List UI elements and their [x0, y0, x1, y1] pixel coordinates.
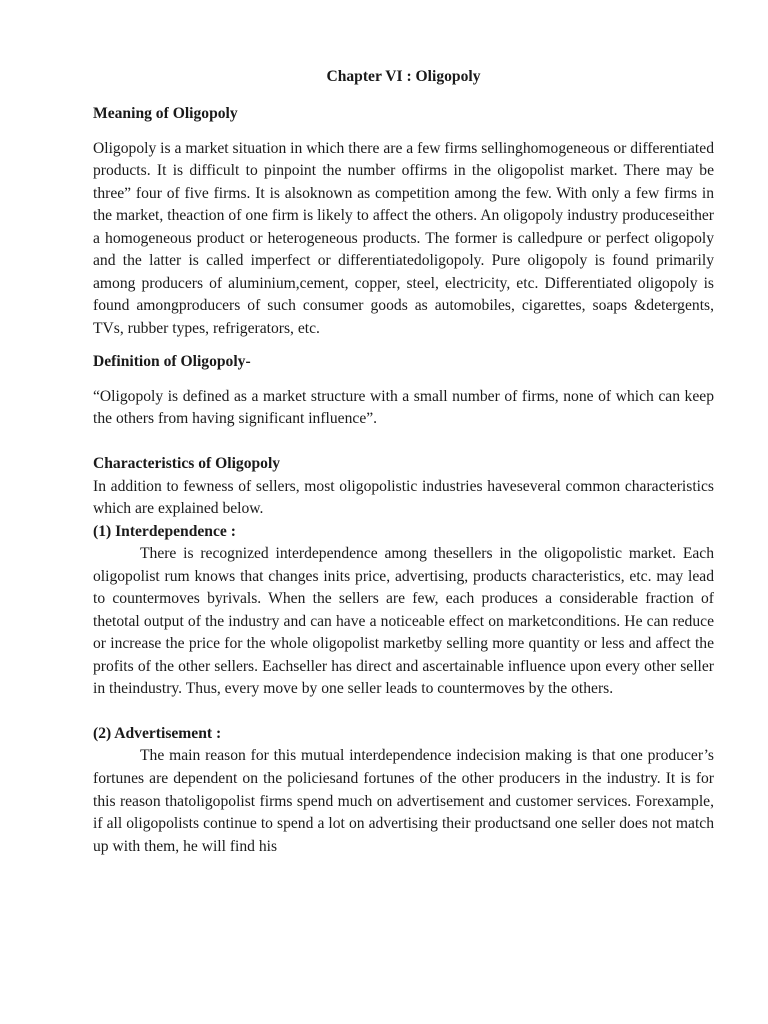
characteristics-intro: In addition to fewness of sellers, most oligopolistic industries haveseveral common characteristics which are explained below.	[93, 477, 714, 518]
characteristics-heading: Characteristics of Oligopoly	[93, 455, 281, 473]
definition-quote: “Oligopoly is defined as a market structure with a small number of firms, none of which can keep the others from having significant influence”.	[93, 387, 714, 428]
advertisement-paragraph: The main reason for this mutual interdependence indecision making is that one producer’s fortunes are dependent on the policiesand fortunes of the other producers in the industry. It is for this reason thatoligopolist firms spend much on advertisement and customer services. Forexample, if all oligopolists continue to spend a lot on advertising their productsand one seller does not match up with them, he will find his	[93, 747, 714, 855]
interdependence-heading: (1) Interdependence :	[93, 522, 236, 540]
meaning-heading: Meaning of Oligopoly	[93, 105, 238, 122]
chapter-title: Chapter VI : Oligopoly	[326, 68, 481, 85]
interdependence-paragraph: There is recognized interdependence among thesellers in the oligopolistic market. Each oligopolist rum knows that changes inits price, advertising, products characteristics, etc. may lead to countermoves byrivals. When the sellers are few, each produces a considerable fraction of thetotal output of the industry and can have a noticeable effect on marketconditions. He can reduce or increase the price for the whole oligopolist marketby selling more quantity or less and affect the profits of the other sellers. Eachseller has direct and ascertainable influence upon every other seller in theindustry. Thus, every move by one seller leads to countermoves by the others.	[93, 545, 714, 698]
definition-heading: Definition of Oligopoly-	[93, 353, 251, 371]
advertisement-heading: (2) Advertisement :	[93, 724, 222, 742]
document-page	[93, 66, 714, 858]
meaning-paragraph: Oligopoly is a market situation in which there are a few firms sellinghomogeneous or differentiated products. It is difficult to pinpoint the number offirms in the oligopolist market. There may be three” four of five firms. It is alsoknown as competition among the few. With only a few firms in the market, theaction of one firm is likely to affect the others. An oligopoly industry produceseither a homogeneous product or heterogeneous products. The former is calledpure or perfect oligopoly and the latter is called imperfect or differentiatedoligopoly. Pure oligopoly is found primarily among producers of aluminium,cement, copper, steel, electricity, etc. Differentiated oligopoly is found amongproducers of such consumer goods as automobiles, cigarettes, soaps &detergents, TVs, rubber types, refrigerators, etc.	[93, 139, 714, 337]
